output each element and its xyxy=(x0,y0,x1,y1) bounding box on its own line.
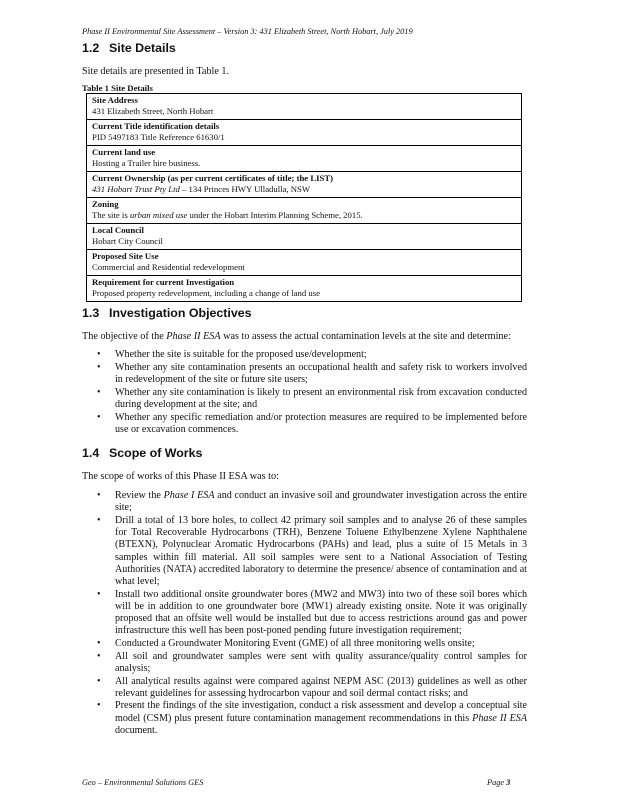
objectives-list xyxy=(97,349,527,436)
list-item: • All analytical results against were compared against NEPM ASC (2013) guidelines as well as other relevant guidelines for assessing hydrocarbon vapour and soil dermal contact risks; and xyxy=(97,676,527,700)
table-row xyxy=(87,145,521,171)
section-heading-investigation-objectives xyxy=(82,306,252,320)
list-item: • Drill a total of 13 bore holes, to collect 42 primary soil samples and to analyse 26 of these samples for Total Recoverable Hydrocarbons (TRH), Benzene Toluene Ethylbenzene Xylene Naphthalene (BTEXN), Polynuclear Aromatic Hydrocarbons (PAHs) and lead, plus a suite of 15 Metals in 3 samples within fill material. All soil samples were sent to a National Association of Testing Authorities (NATA) accredited laboratory to determine the presence/ absence of contamination and at what level; xyxy=(97,515,527,588)
row-label: Requirement for current Investigation xyxy=(92,277,235,287)
item-text-pre: Present the findings of the site investigation, conduct a risk assessment and develop a conceptual site model (CSM) plus present future contamination management recommendations in this xyxy=(115,700,527,724)
row-label: Site Address xyxy=(92,95,138,105)
page-label: Page xyxy=(487,778,507,787)
zoning-text-pre: The site is xyxy=(92,210,130,220)
section-number: 1.3 xyxy=(82,306,100,320)
list-item: • Whether any site contamination presents an occupational health and safety risk to workers involved in redevelopment of the site or future site users; xyxy=(97,362,527,386)
list-item: • Whether any site contamination is likely to present an environmental risk from excavation conducted during development at the site; and xyxy=(97,387,527,411)
intro-emphasis: Phase II ESA xyxy=(166,331,221,342)
row-value: Hosting a Trailer hire business. xyxy=(92,158,201,168)
row-label: Local Council xyxy=(92,225,144,235)
item-text-rest: and conduct an invasive soil and groundwater investigation across the entire site; xyxy=(115,490,527,514)
section-title: Site Details xyxy=(109,41,176,55)
item-text-rest: document. xyxy=(115,724,158,736)
running-header: Phase II Environmental Site Assessment – Version 3: 431 Elizabeth Street, North Hobart, July 2019 xyxy=(82,27,413,36)
table-row xyxy=(87,119,521,145)
table-row xyxy=(87,249,521,275)
section-intro: The scope of works of this Phase II ESA was to: xyxy=(82,471,279,482)
footer-page-number xyxy=(487,778,510,787)
section-heading-site-details xyxy=(82,41,176,55)
table-row xyxy=(87,171,521,197)
list-item: • Install two additional onsite groundwater bores (MW2 and MW3) into two of these soil bores which will be in addition to one groundwater bore (MW1) already existing onsite. Note it was originally proposed that an offsite well would be installed but due to access restrictions around gas and power infrastructure this well has been post-poned pending future investigation requirement; xyxy=(97,589,527,638)
table-row xyxy=(87,223,521,249)
row-value: Proposed property redevelopment, including a change of land use xyxy=(92,288,320,298)
section-number: 1.2 xyxy=(82,41,100,55)
item-emphasis: Phase II ESA xyxy=(472,712,527,724)
row-value: Commercial and Residential redevelopment xyxy=(92,262,245,272)
section-heading-scope-of-works xyxy=(82,446,202,460)
row-value xyxy=(92,210,516,221)
section-intro: Site details are presented in Table 1. xyxy=(82,66,230,77)
item-emphasis: Phase I ESA xyxy=(163,490,215,501)
page-number: 3 xyxy=(506,778,511,787)
row-value: PID 5497183 Title Reference 61630/1 xyxy=(92,132,225,142)
list-item: • All soil and groundwater samples were sent with quality assurance/quality control samples for analysis; xyxy=(97,651,527,675)
row-value: Hobart City Council xyxy=(92,236,163,246)
row-label: Proposed Site Use xyxy=(92,251,159,261)
row-label: Zoning xyxy=(92,199,119,209)
list-item: • Conducted a Groundwater Monitoring Event (GME) of all three monitoring wells onsite; xyxy=(97,638,527,650)
zoning-text-rest: under the Hobart Interim Planning Scheme, 2015. xyxy=(187,210,363,220)
row-value xyxy=(92,184,516,195)
site-details-table xyxy=(86,93,522,302)
section-title: Scope of Works xyxy=(109,446,203,460)
owner-name: 431 Hobart Trust Pty Ltd xyxy=(92,184,180,194)
table-row xyxy=(87,94,521,119)
row-label: Current Title identification details xyxy=(92,121,220,131)
owner-address: – 134 Princes HWY Ulladulla, NSW xyxy=(179,184,311,194)
list-item: • Whether the site is suitable for the proposed use/development; xyxy=(97,349,527,361)
list-item: • Whether any specific remediation and/or protection measures are required to be implemented before use or excavation commences. xyxy=(97,412,527,436)
scope-list xyxy=(97,490,527,738)
row-label: Current land use xyxy=(92,147,156,157)
table-row xyxy=(87,275,521,301)
zoning-type: urban mixed use xyxy=(129,210,188,220)
table-row xyxy=(87,197,521,223)
item-text-pre: Review the xyxy=(115,490,164,501)
intro-pre: The objective of the xyxy=(82,331,167,342)
list-item xyxy=(97,700,527,737)
row-label: Current Ownership (as per current certificates of title; the LIST) xyxy=(92,173,334,183)
row-value: 431 Elizabeth Street, North Hobart xyxy=(92,106,214,116)
intro-rest: was to assess the actual contamination levels at the site and determine: xyxy=(220,331,511,342)
section-intro xyxy=(82,331,511,342)
list-item xyxy=(97,490,527,514)
footer-company: Geo – Environmental Solutions GES xyxy=(82,778,204,787)
section-title: Investigation Objectives xyxy=(109,306,252,320)
section-number: 1.4 xyxy=(82,446,100,460)
table-caption: Table 1 Site Details xyxy=(82,83,153,93)
